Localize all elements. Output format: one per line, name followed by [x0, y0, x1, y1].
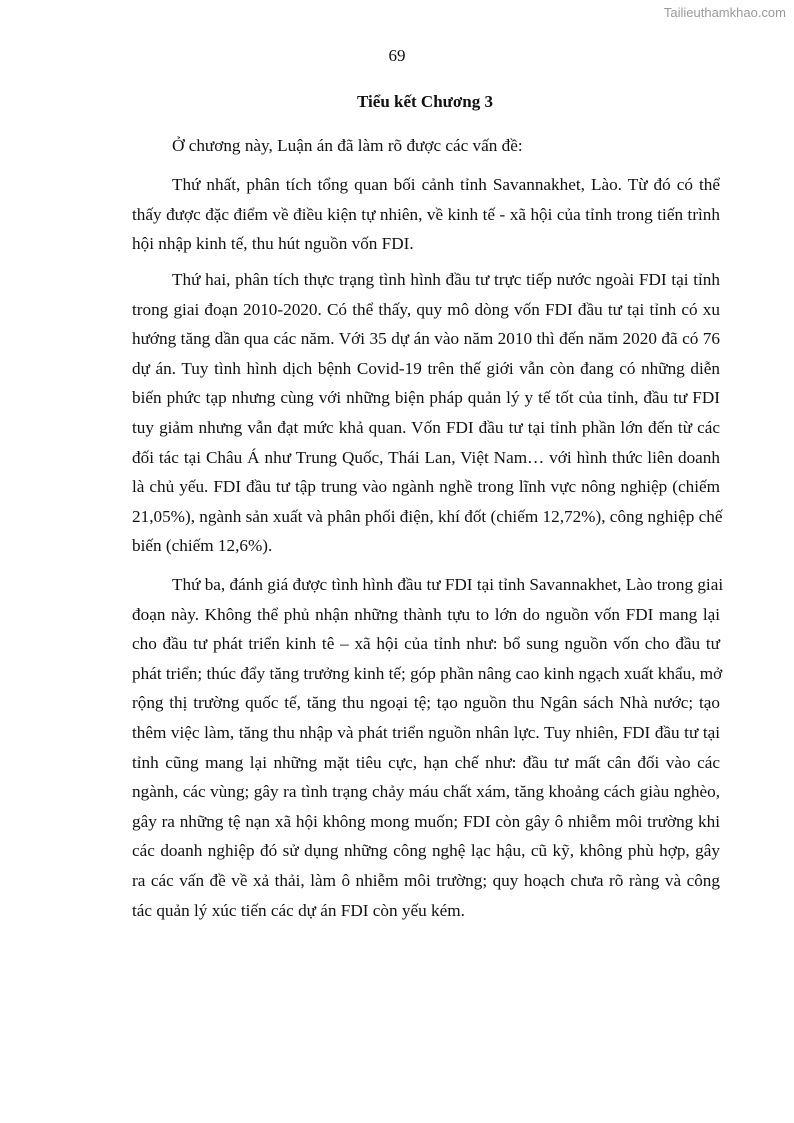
text-line: tỉnh cũng mang lại những mặt tiêu cực, hạn chế như: đầu tư mất cân đối vào các — [132, 752, 720, 772]
text-line: dự án. Tuy tình hình dịch bệnh Covid-19 trên thế giới vẫn còn đang có những diễn — [132, 358, 720, 378]
text-line: các doanh nghiệp đó sử dụng những công nghệ lạc hậu, cũ kỹ, không phù hợp, gây — [132, 841, 720, 861]
text-line: biến phức tạp nhưng cùng với những biện pháp quản lý y tế tốt của tỉnh, đầu tư FDI — [132, 388, 720, 408]
text-line: là chủ yếu. FDI đầu tư tập trung vào ngành nghề trong lĩnh vực nông nghiệp (chiếm — [132, 477, 720, 497]
section-title: Tiểu kết Chương 3 — [357, 92, 493, 111]
text-line: đối tác tại Châu Á như Trung Quốc, Thái Lan, Việt Nam… với hình thức liên doanh — [132, 447, 720, 467]
text-line: Thứ hai, phân tích thực trạng tình hình đầu tư trực tiếp nước ngoài FDI tại tỉnh — [172, 270, 720, 289]
text-line: tác quản lý xúc tiến các dự án FDI còn yếu kém. — [132, 900, 465, 920]
text-line: đoạn này. Không thể phủ nhận những thành tựu to lớn do nguồn vốn FDI mang lại — [132, 604, 720, 624]
paragraph-second — [132, 265, 723, 561]
page-number: 69 — [388, 46, 406, 65]
text-line: phát triển; thúc đẩy tăng trưởng kinh tế; góp phần nâng cao kinh ngạch xuất khẩu, mở — [132, 663, 723, 683]
text-line: rộng thị trường quốc tế, tăng thu ngoại tệ; tạo nguồn thu Ngân sách Nhà nước; tạo — [132, 693, 720, 713]
paragraph-first — [132, 170, 720, 259]
text-line: thêm việc làm, tăng thu nhập và phát triển nguồn nhân lực. Tuy nhiên, FDI đầu tư tại — [132, 722, 720, 742]
paragraph-third — [132, 570, 724, 925]
text-line: gây ra những tệ nạn xã hội không mong muốn; FDI còn gây ô nhiễm môi trường khi — [132, 811, 720, 831]
watermark: Tailieuthamkhao.com — [663, 5, 786, 20]
text-line: trong giai đoạn 2010-2020. Có thể thấy, quy mô dòng vốn FDI đầu tư tại tỉnh có xu — [132, 299, 720, 319]
text-line: thấy được đặc điểm về điều kiện tự nhiên, về kinh tế - xã hội của tỉnh trong tiến trình — [132, 204, 720, 224]
text-line: hướng tăng dần qua các năm. Với 35 dự án vào năm 2010 thì đến năm 2020 đã có 76 — [132, 329, 720, 349]
text-line: tuy giảm nhưng vẫn đạt mức khả quan. Vốn FDI đầu tư tại tỉnh phần lớn đến từ các — [132, 417, 720, 437]
paragraph-intro — [132, 131, 720, 161]
text-line: Thứ ba, đánh giá được tình hình đầu tư FDI tại tỉnh Savannakhet, Lào trong giai — [172, 575, 724, 594]
text-line: ngành, các vùng; gây ra tình trạng chảy máu chất xám, tăng khoảng cách giàu nghèo, — [132, 782, 720, 802]
text-line: Thứ nhất, phân tích tổng quan bối cảnh tỉnh Savannakhet, Lào. Từ đó có thể — [172, 175, 720, 194]
text-line: hội nhập kinh tế, thu hút nguồn vốn FDI. — [132, 234, 414, 254]
text-line: ra các vấn đề về xả thải, làm ô nhiễm môi trường; quy hoạch chưa rõ ràng và công — [132, 870, 720, 890]
text-line: 21,05%), ngành sản xuất và phân phối điện, khí đốt (chiếm 12,72%), công nghiệp chế — [132, 506, 723, 526]
text-line: Ở chương này, Luận án đã làm rõ được các vấn đề: — [172, 136, 523, 155]
text-line: biến (chiếm 12,6%). — [132, 536, 273, 556]
text-line: cho đầu tư phát triển kinh tê – xã hội của tỉnh như: bổ sung nguồn vốn cho đầu tư — [132, 634, 720, 654]
